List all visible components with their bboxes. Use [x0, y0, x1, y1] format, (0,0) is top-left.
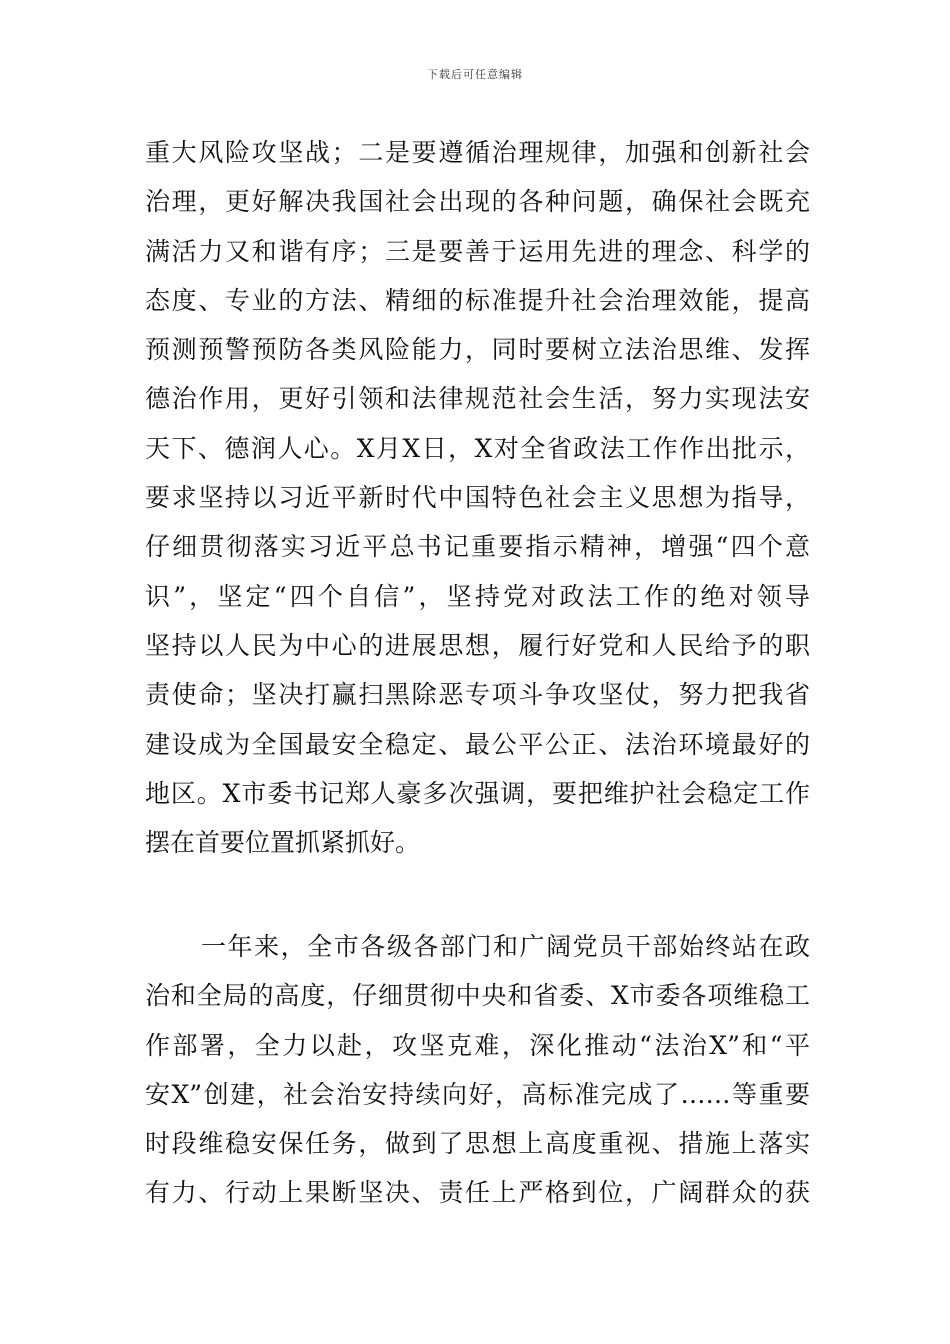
paragraph-line: 态度、专业的方法、精细的标准提升社会治理效能，提高: [145, 285, 810, 315]
paragraph-line: 天下、德润人心。X月X日，X对全省政法工作作出批示，: [145, 433, 810, 463]
paragraph-line: 时段维稳安保任务，做到了思想上高度重视、措施上落实: [145, 1129, 810, 1159]
paragraph-line: 有力、行动上果断坚决、责任上严格到位，广阔群众的获: [145, 1178, 810, 1208]
paragraph-line: 满活力又和谐有序；三是要善于运用先进的理念、科学的: [145, 236, 810, 266]
paragraph-line: 责使命；坚决打赢扫黑除恶专项斗争攻坚仗，努力把我省: [145, 680, 810, 710]
paragraph-line: 坚持以人民为中心的进展思想，履行好党和人民给予的职: [145, 630, 810, 660]
paragraph-line: 安X”创建，社会治安持续向好，高标准完成了……等重要: [145, 1079, 810, 1109]
paragraph-line: 摆在首要位置抓紧抓好。: [145, 828, 421, 858]
paragraph-1: [145, 128, 810, 867]
paragraph-line: 预测预警预防各类风险能力，同时要树立法治思维、发挥: [145, 335, 810, 365]
paragraph-line: 治和全局的高度，仔细贯彻中央和省委、X市委各项维稳工: [145, 981, 810, 1011]
paragraph-line: 作部署，全力以赴，攻坚克难，深化推动“法治X”和“平: [145, 1030, 810, 1060]
paragraph-2: [145, 922, 810, 1218]
paragraph-line: 仔细贯彻落实习近平总书记重要指示精神，增强“四个意: [145, 532, 810, 562]
paragraph-line: 重大风险攻坚战；二是要遵循治理规律，加强和创新社会: [145, 138, 810, 167]
paragraph-line: 要求坚持以习近平新时代中国特色社会主义思想为指导，: [145, 483, 810, 513]
paragraph-line: 德治作用，更好引领和法律规范社会生活，努力实现法安: [145, 384, 810, 414]
page-header: 下载后可任意编辑: [427, 68, 523, 81]
paragraph-line: 治理，更好解决我国社会出现的各种问题，确保社会既充: [145, 187, 810, 217]
paragraph-line: 建设成为全国最安全稳定、最公平公正、法治环境最好的: [145, 729, 810, 759]
paragraph-line: 地区。X市委书记郑人豪多次强调，要把维护社会稳定工作: [145, 778, 810, 808]
paragraph-line: 识”，坚定“四个自信”，坚持党对政法工作的绝对领导: [145, 581, 810, 611]
paragraph-line: 一年来，全市各级各部门和广阔党员干部始终站在政: [201, 932, 810, 961]
